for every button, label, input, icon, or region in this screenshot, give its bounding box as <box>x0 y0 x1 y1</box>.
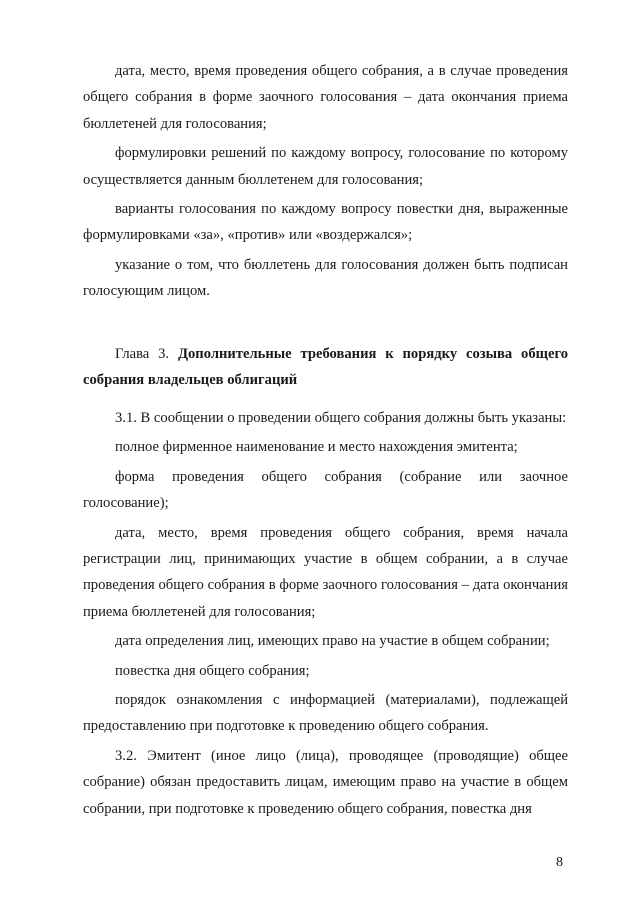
paragraph: дата, место, время проведения общего собрания, а в случае проведения общего собрания в форме заочного голосования – дата окончания приема бюллетеней для голосования; <box>83 63 568 132</box>
chapter-heading-block <box>83 341 568 394</box>
chapter-title: Дополнительные требования к порядку созыва общего собрания владельцев облигаций <box>83 346 569 389</box>
paragraph: 3.2. Эмитент (иное лицо (лица), проводящее (проводящие) общее собрание) обязан предоставить лицам, имеющим право на участие в общем собрании, при подготовке к проведению общего собрания, повестка дня <box>83 747 568 817</box>
notice-requirements-block <box>83 405 568 822</box>
page-number: 8 <box>556 855 563 870</box>
paragraph: варианты голосования по каждому вопросу повестки дня, выраженные формулировками «за», «против» или «воздержался»; <box>83 201 568 244</box>
chapter-heading <box>83 341 568 394</box>
paragraph: полное фирменное наименование и место нахождения эмитента; <box>115 439 518 456</box>
paragraph: порядок ознакомления с информацией (материалами), подлежащей предоставлению при подготовке к проведению общего собрания. <box>83 692 568 735</box>
paragraph: формулировки решений по каждому вопросу, голосование по которому осуществляется данным бюллетенем для голосования; <box>83 145 568 188</box>
paragraph: указание о том, что бюллетень для голосования должен быть подписан голосующим лицом. <box>83 256 568 300</box>
paragraph: повестка дня общего собрания; <box>115 662 310 679</box>
chapter-number: Глава 3. <box>115 346 170 362</box>
ballot-requirements-block <box>83 58 568 305</box>
paragraph: 3.1. В сообщении о проведении общего собрания должны быть указаны: <box>115 410 567 426</box>
paragraph: дата определения лиц, имеющих право на участие в общем собрании; <box>115 633 550 650</box>
paragraph: форма проведения общего собрания (собрание или заочное голосование); <box>83 468 568 512</box>
paragraph: дата, место, время проведения общего собрания, время начала регистрации лиц, принимающих участие в общем собрании, а в случае проведения общего собрания в форме заочного голосования – дата окончания приема бюллетеней для голосования; <box>83 524 568 620</box>
